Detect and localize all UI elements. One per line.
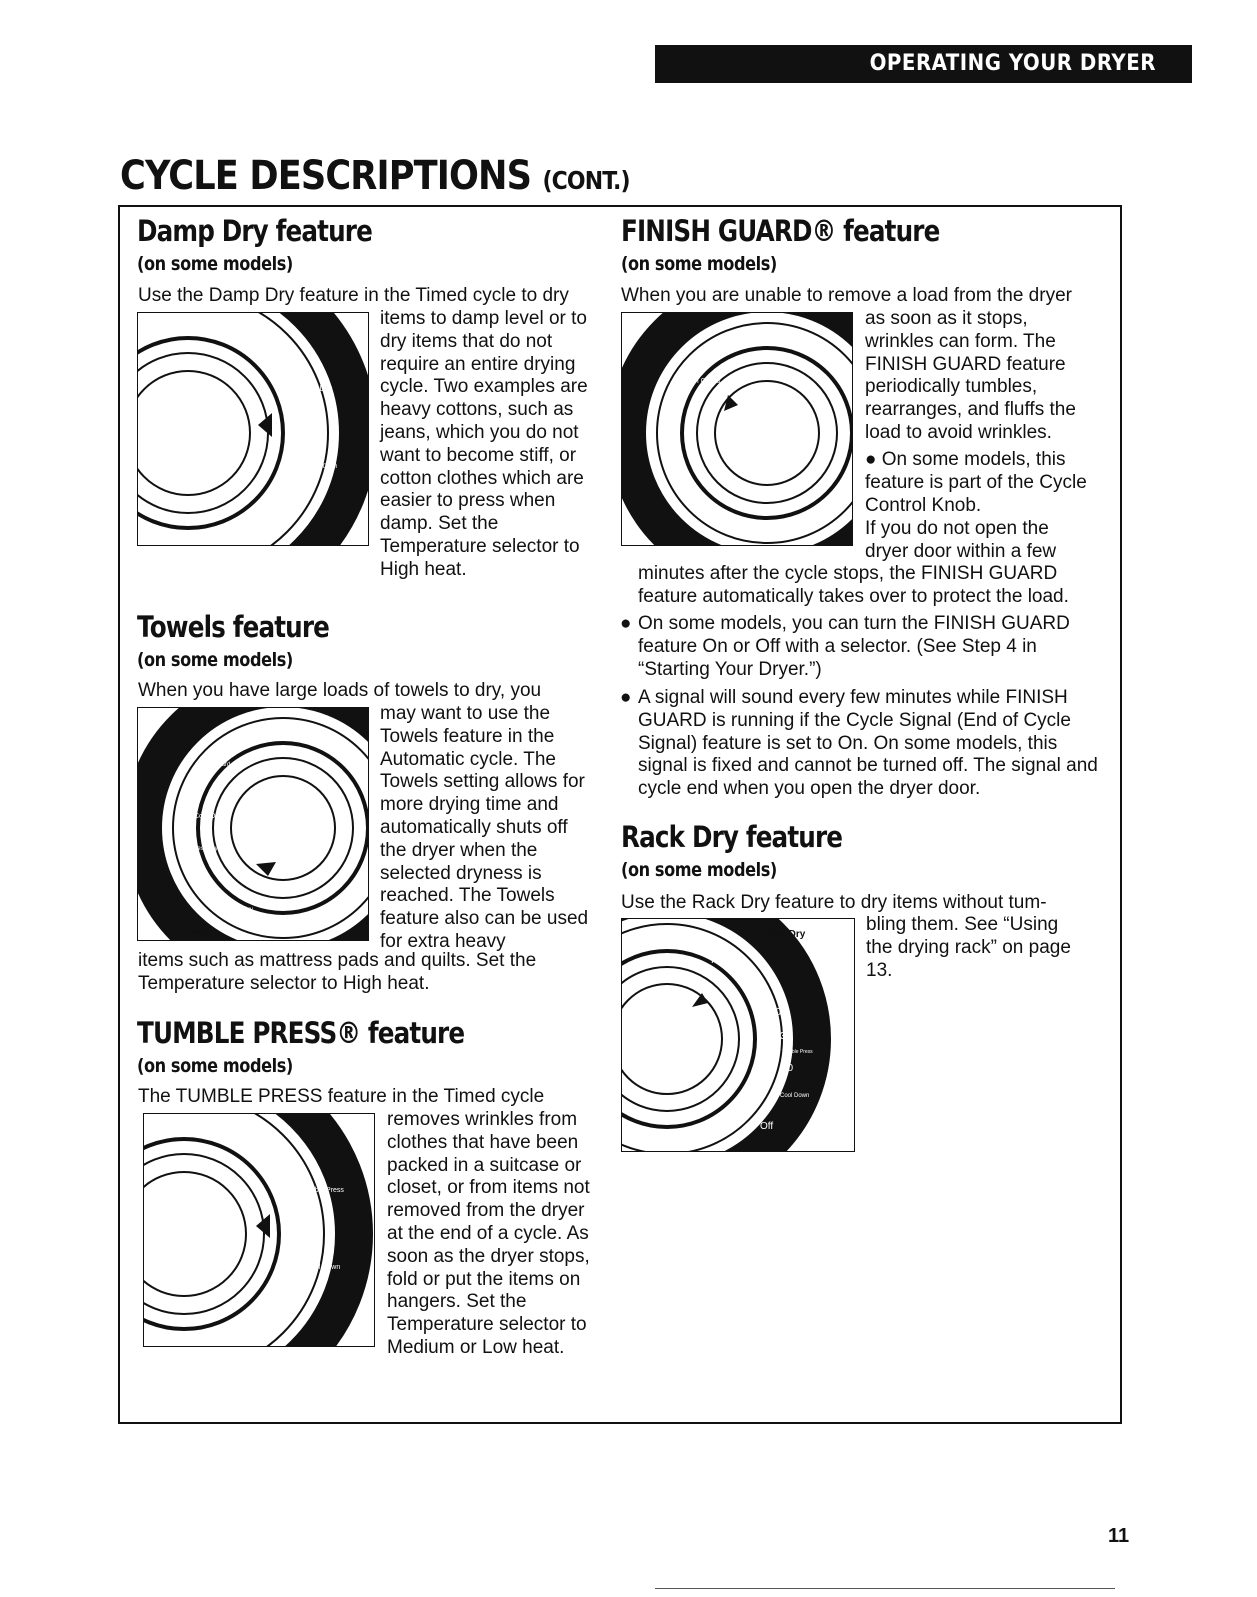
finish-guard-body-2: If you do not open the dryer door within a few (865, 518, 1057, 562)
rack-dry-dial-tp: Tumble Press (782, 1049, 813, 1055)
tumble-press-dial-label-tp: Tumble Press (301, 1187, 344, 1194)
footer-rule (655, 1588, 1115, 1589)
towels-dial-label-verydry: Very Dry (230, 907, 254, 913)
damp-dry-subheading: (on some models) (137, 253, 293, 275)
finish-guard-body: as soon as it stops, wrinkles can form. The FINISH GUARD feature periodically tumbles, rearranges, and fluffs the load to avoid wrinkles. (865, 308, 1076, 443)
tumble-press-heading: TUMBLE PRESS® feature (137, 1016, 465, 1050)
rack-dry-dial-cooldown: Cool Down (780, 1093, 810, 1099)
tumble-press-dial-illustration (143, 1113, 375, 1347)
finish-guard-subheading: (on some models) (621, 253, 777, 275)
towels-dial-label-off: Off (280, 730, 292, 740)
finish-guard-dial-illustration (621, 312, 853, 546)
damp-dry-dial-label-cooldown: Cool Down (298, 461, 338, 470)
page-number: 11 (1108, 1525, 1130, 1547)
damp-dry-dial-illustration (137, 312, 369, 546)
damp-dry-body: items to damp level or to dry items that do not require an entire drying cycle. Two examples are heavy cottons, such as jeans, which you do not want to become stiff, or cotton clothes which are easier to press when damp. Set the Temperature selector to High heat. (380, 308, 588, 580)
rack-dry-subheading: (on some models) (621, 859, 777, 881)
section-header-bar: OPERATING YOUR DRYER (655, 45, 1192, 83)
rack-dry-dial-70: 70 (710, 955, 722, 966)
rack-dry-dial-illustration (621, 918, 855, 1152)
finish-guard-bullet-2-text: A signal will sound every few minutes while FINISH GUARD is running if the Cycle Signal (End of Cycle Signal) feature is set to On. On some models, this signal is fixed and cannot be turned off. The signal and cycle end when you open the dryer door. (638, 687, 1098, 800)
towels-subheading: (on some models) (137, 649, 293, 671)
rack-dry-dial-30: 30 (780, 1031, 792, 1042)
rack-dry-body: bling them. See “Using the drying rack” on page 13. (866, 914, 1071, 981)
tumble-press-intro: The TUMBLE PRESS feature in the Timed cycle (138, 1086, 545, 1107)
rack-dry-dial-50: 50 (755, 985, 767, 996)
bullet-dot-icon: ● (620, 687, 632, 708)
damp-dry-dial-label-off: Off (278, 504, 293, 516)
towels-after-2: Temperature selector to High heat. (138, 973, 430, 994)
towels-intro: When you have large loads of towels to dry, you (138, 680, 542, 701)
tumble-press-subheading: (on some models) (137, 1055, 293, 1077)
finish-guard-bullet-2 (620, 687, 1098, 801)
tumble-press-dial-label-20: 20 (309, 1230, 322, 1242)
finish-guard-heading: FINISH GUARD® feature (621, 214, 940, 248)
finish-guard-intro: When you are unable to remove a load from the dryer (621, 285, 1072, 306)
finish-guard-dial-label-fg: Finish Guard (680, 378, 721, 385)
page-title-cont: (CONT.) (542, 166, 630, 195)
page-title-main: CYCLE DESCRIPTIONS (120, 153, 532, 199)
towels-heading: Towels feature (137, 610, 330, 644)
finish-guard-bullet-1 (620, 613, 1098, 681)
towels-dial-label-finish: Finish Guard Option (196, 762, 250, 768)
rack-dry-dial-off: Off (760, 1121, 774, 1132)
towels-dial-illustration (137, 707, 369, 941)
rack-dry-heading: Rack Dry feature (621, 820, 843, 854)
rack-dry-intro: Use the Rack Dry feature to dry items without tum- (621, 892, 1047, 913)
towels-dial-label-lessdry: Less Dry (194, 846, 218, 852)
rack-dry-dial-20: 20 (782, 1063, 794, 1074)
towels-dial-label-cooldown: Cool Down (194, 813, 229, 820)
finish-guard-inline-bullet (865, 449, 1095, 517)
tumble-press-dial-label-cooldown: Cool Down (306, 1264, 341, 1271)
bullet-dot-icon: ● (620, 613, 632, 634)
tumble-press-dial-label-off: Off (279, 1305, 294, 1317)
rack-dry-dial-40: 40 (770, 1007, 782, 1018)
rack-dry-dial-60: 60 (734, 969, 746, 980)
damp-dry-dial-label-20: 20 (303, 429, 316, 441)
damp-dry-dial-label-damp: Damp Dry (296, 384, 333, 393)
page-title (120, 153, 630, 199)
tumble-press-body: removes wrinkles from clothes that have been packed in a suitcase or closet, or from items not removed from the dryer at the end of a cycle. As soon as the dryer stops, fold or put the items on hangers. Set the Temperature selector to Medium or Low heat. (387, 1109, 590, 1358)
finish-guard-dial-label-off: Off (754, 333, 766, 343)
finish-guard-inline-bullet-text: On some models, this feature is part of the Cycle Control Knob. (865, 449, 1087, 516)
towels-body: may want to use the Towels feature in the Automatic cycle. The Towels setting allows for more drying time and automatically shuts off the dryer when the selected dryness is reached. The Towels feature also can be used for extra heavy (380, 703, 589, 952)
damp-dry-intro: Use the Damp Dry feature in the Timed cycle to dry (138, 285, 569, 306)
finish-guard-after-2: feature automatically takes over to protect the load. (638, 586, 1069, 607)
finish-guard-after-1: minutes after the cycle stops, the FINISH GUARD (638, 563, 1058, 584)
towels-after-1: items such as mattress pads and quilts. Set the (138, 950, 537, 971)
towels-dial-label-towels: Towels (190, 929, 210, 935)
bullet-dot-icon: ● (865, 449, 877, 470)
finish-guard-bullet-1-text: On some models, you can turn the FINISH GUARD feature On or Off with a selector. (See Step 4 in “Starting Your Dryer.”) (638, 613, 1070, 680)
rack-dry-dial-title: Rack Dry (762, 929, 806, 940)
damp-dry-heading: Damp Dry feature (137, 214, 372, 248)
